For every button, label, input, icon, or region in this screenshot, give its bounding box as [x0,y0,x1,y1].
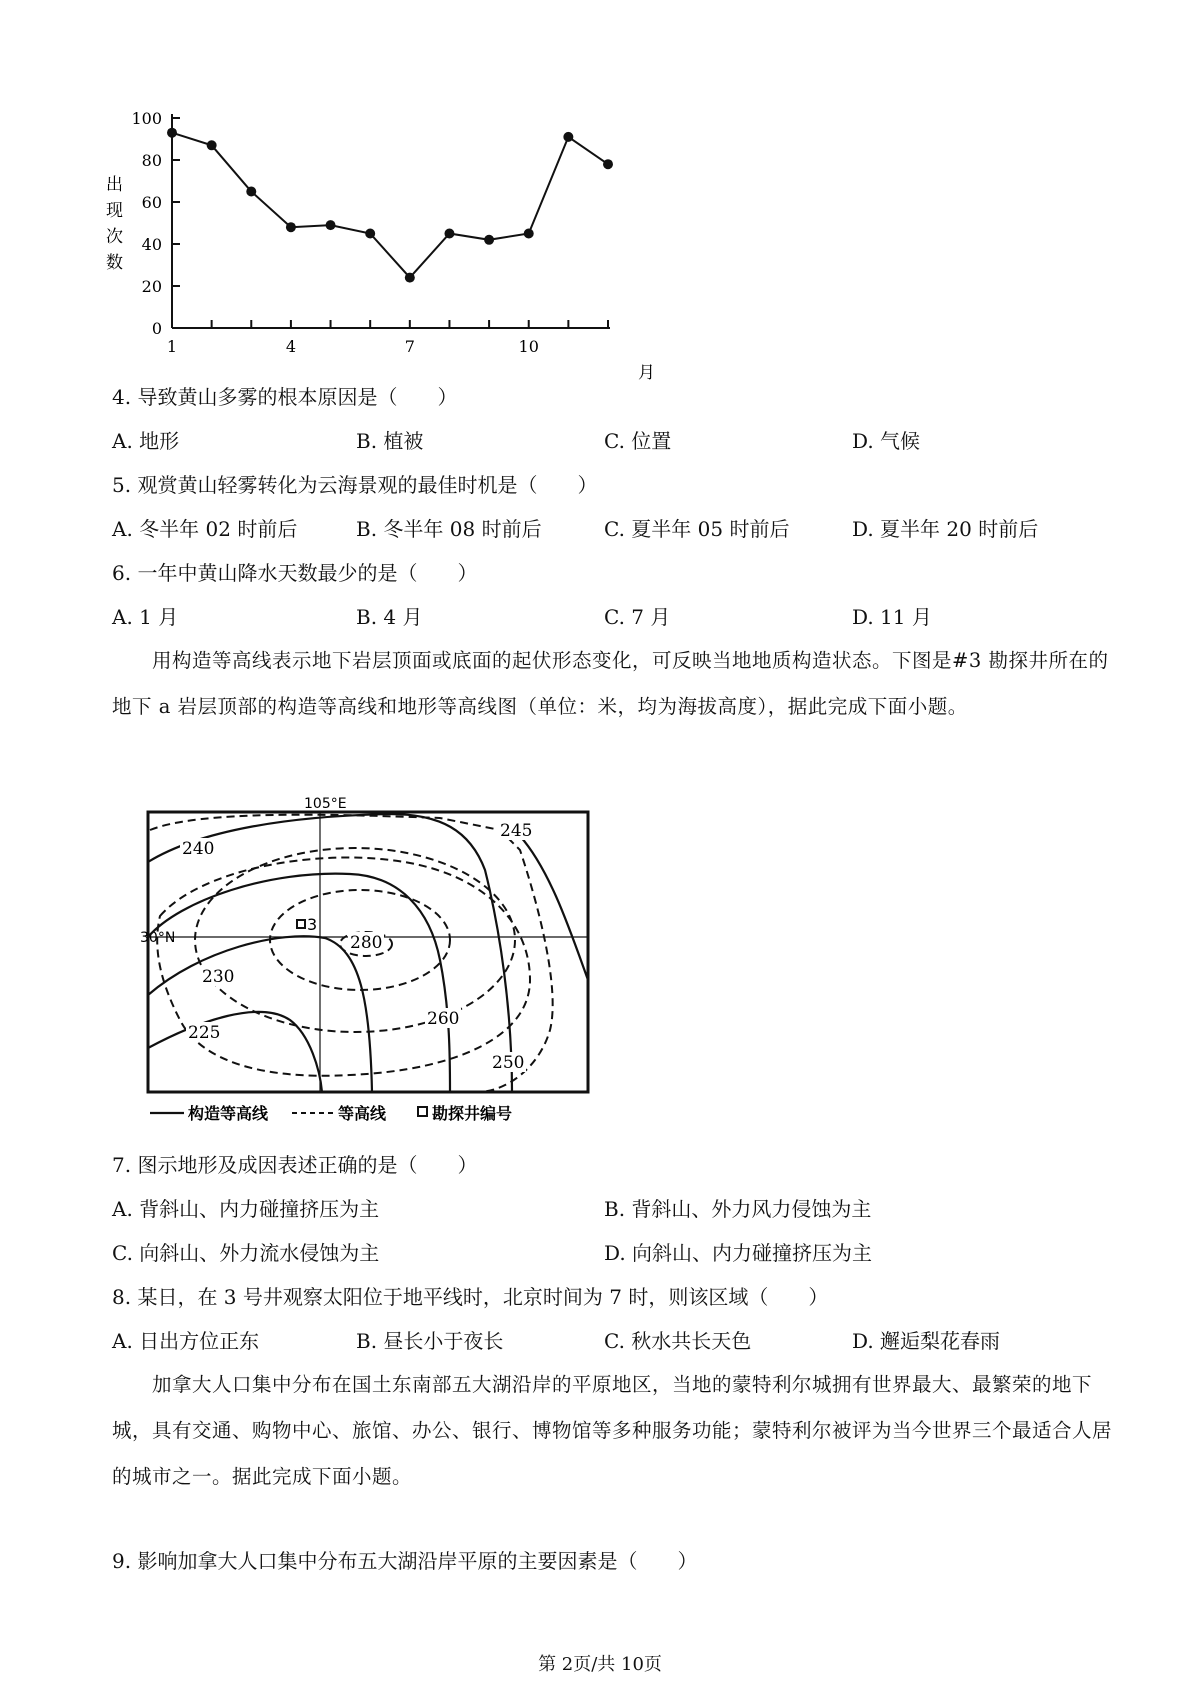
chart-point-month-1 [167,128,177,138]
chart-series-line [172,133,608,278]
chart-point-month-9 [484,235,494,245]
q4-option-d[interactable]: D. 气候 [852,429,921,453]
contour-label-260: 260 [427,1009,460,1029]
q4-option-b[interactable]: B. 植被 [356,429,424,453]
q6-option-a[interactable]: A. 1 月 [112,605,179,629]
lon-label: 105°E [304,796,347,812]
well-marker-icon [297,920,305,928]
contour-label-225: 225 [188,1023,221,1043]
chart-points [167,128,613,283]
q7-option-c[interactable]: C. 向斜山、外力流水侵蚀为主 [112,1241,380,1265]
chart-point-month-12 [603,159,613,169]
q5-option-a[interactable]: A. 冬半年 02 时前后 [112,517,298,541]
q6-option-d[interactable]: D. 11 月 [852,605,932,629]
contour-label-250: 250 [492,1053,525,1073]
q5-option-c[interactable]: C. 夏半年 05 时前后 [604,517,790,541]
structure-contour-map [140,790,600,1125]
question-4-stem: 4. 导致黄山多雾的根本原因是（ ） [112,385,458,409]
q6-option-c[interactable]: C. 7 月 [604,605,671,629]
chart-point-month-5 [326,220,336,230]
chart-point-month-7 [405,273,415,283]
map-legend [150,1104,512,1123]
y-tick-label-40: 40 [141,235,162,254]
y-tick-label-60: 60 [141,193,162,212]
y-label-char: 出 [106,175,123,195]
y-label-char: 数 [106,253,123,273]
fog-frequency-chart [100,110,680,390]
q6-option-b[interactable]: B. 4 月 [356,605,423,629]
q7-option-a[interactable]: A. 背斜山、内力碰撞挤压为主 [112,1197,380,1221]
q5-option-d[interactable]: D. 夏半年 20 时前后 [852,517,1039,541]
y-label-char: 现 [106,201,123,221]
q7-option-b[interactable]: B. 背斜山、外力风力侵蚀为主 [604,1197,872,1221]
x-tick-label-10: 10 [518,337,539,356]
chart-x-axis-label: 月 [638,363,655,383]
chart-point-month-10 [524,229,534,239]
legend-terrain-contour: 等高线 [338,1104,387,1123]
question-9-stem: 9. 影响加拿大人口集中分布五大湖沿岸平原的主要因素是（ ） [112,1549,698,1573]
q4-option-c[interactable]: C. 位置 [604,429,672,453]
question-8-stem: 8. 某日，在 3 号井观察太阳位于地平线时，北京时间为 7 时，则该区域（ ） [112,1285,829,1309]
q7-option-d[interactable]: D. 向斜山、内力碰撞挤压为主 [604,1241,873,1265]
chart-axes [172,114,610,328]
legend-well: 勘探井编号 [432,1104,513,1123]
q5-option-b[interactable]: B. 冬半年 08 时前后 [356,517,542,541]
legend-structure-contour: 构造等高线 [188,1104,269,1123]
chart-point-month-4 [286,222,296,232]
well-label: 3 [307,915,318,934]
legend-well-icon [418,1107,427,1116]
y-tick-label-100: 100 [131,110,162,128]
y-tick-label-80: 80 [141,151,162,170]
q4-option-a[interactable]: A. 地形 [112,429,180,453]
x-tick-label-1: 1 [166,337,178,356]
question-6-stem: 6. 一年中黄山降水天数最少的是（ ） [112,561,478,585]
chart-point-month-3 [246,187,256,197]
contour-label-280: 280 [350,933,383,953]
question-7-stem: 7. 图示地形及成因表述正确的是（ ） [112,1153,478,1177]
q8-option-d[interactable]: D. 邂逅梨花春雨 [852,1329,1001,1353]
chart-point-month-11 [563,132,573,142]
q8-option-c[interactable]: C. 秋水共长天色 [604,1329,752,1353]
lat-label: 30°N [140,930,176,946]
chart-y-axis-label [106,175,123,273]
question-5-stem: 5. 观赏黄山轻雾转化为云海景观的最佳时机是（ ） [112,473,598,497]
contour-label-245: 245 [500,821,533,841]
chart-point-month-8 [444,229,454,239]
contour-label-240: 240 [182,839,215,859]
q8-option-b[interactable]: B. 昼长小于夜长 [356,1329,504,1353]
x-tick-label-4: 4 [285,337,297,356]
y-tick-label-20: 20 [141,277,162,296]
q8-option-a[interactable]: A. 日出方位正东 [112,1329,260,1353]
x-tick-label-7: 7 [404,337,415,356]
y-label-char: 次 [106,227,123,247]
page-number-footer: 第 2页/共 10页 [538,1654,662,1675]
chart-point-month-2 [207,140,217,150]
chart-point-month-6 [365,229,375,239]
passage-structure-contour: 用构造等高线表示地下岩层顶面或底面的起伏形态变化，可反映当地地质构造状态。下图是#3 勘探井所在的地下 a 岩层顶部的构造等高线和地形等高线图（单位：米，均为海拔高度），据此完成下面小题。 [112,649,1109,718]
y-tick-label-0: 0 [151,319,162,338]
passage-canada-population: 加拿大人口集中分布在国土东南部五大湖沿岸的平原地区，当地的蒙特利尔城拥有世界最大、最繁荣的地下城，具有交通、购物中心、旅馆、办公、银行、博物馆等多种服务功能；蒙特利尔被评为当今世界三个最适合人居的城市之一。据此完成下面小题。 [112,1373,1113,1488]
contour-label-230: 230 [202,967,235,987]
